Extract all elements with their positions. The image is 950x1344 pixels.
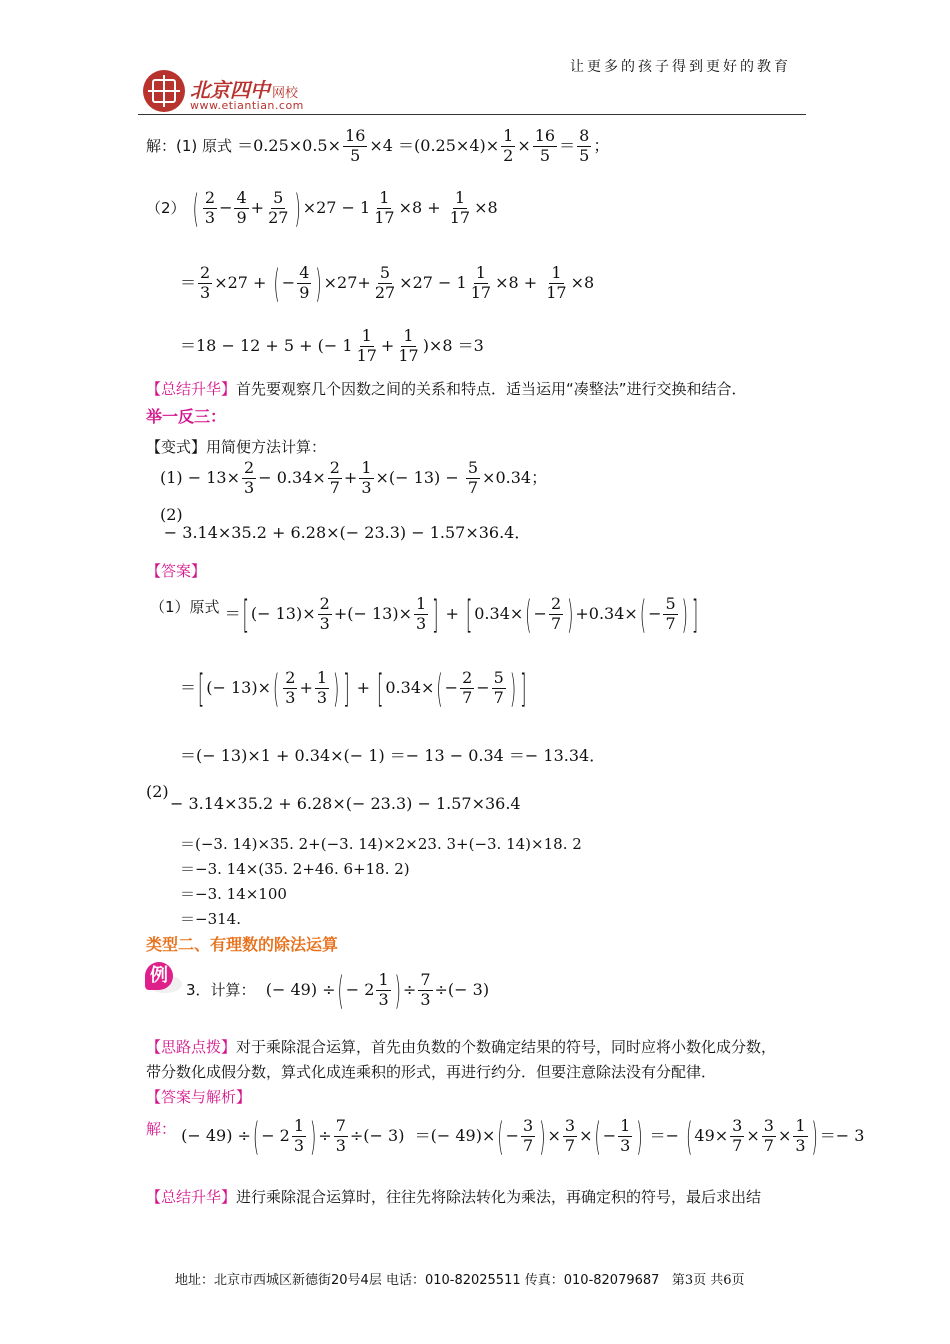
answer-part2-expr: − 3.14×35.2 + 6.28×(− 23.3) − 1.57×36.4 xyxy=(170,794,521,813)
answer-step: ＝(−3. 14)×35. 2+(−3. 14)×2×23. 3+(−3. 14)×18. 2 xyxy=(180,835,582,853)
footer-address: 地址：北京市西城区新德街20号4层 电话：010-82025511 传真：010-82079687 xyxy=(175,1273,660,1288)
logo-text: 北京四中 网校 xyxy=(190,78,299,102)
answer-part1-line2: ＝ [ (− 13)× ( $\frac{2}{3}$ + $\frac{1}{3}$ ) ] + [ 0.34× ( − $\frac{2}{7}$ − $\frac{5}{7}$ ) ] xyxy=(180,665,527,712)
section-heading: 类型二、有理数的除法运算 xyxy=(146,935,339,954)
hint-line2: 带分数化成假分数，算式化成连乘积的形式，再进行约分．但要注意除法没有分配律． xyxy=(146,1063,717,1081)
logo-icon xyxy=(143,70,185,112)
summary-1: 【总结升华】首先要观察几个因数之间的关系和特点．适当运用“凑整法”进行交换和结合． xyxy=(146,380,747,398)
variant-part1: (1) − 13× $\frac{2}{3}$ − 0.34× $\frac{2}{7}$ + $\frac{1}{3}$ ×(− 13) − $\frac{5}{7}$ ×0.34； xyxy=(160,458,548,497)
analysis-tag: 【答案与解析】 xyxy=(146,1088,252,1106)
answer-part1-line3: ＝(− 13)×1 + 0.34×(− 1) ＝− 13 − 0.34 ＝− 13.34． xyxy=(180,746,606,765)
page-number: 第3页 共6页 xyxy=(671,1273,745,1288)
answer-step: ＝−3. 14×100 xyxy=(180,885,287,903)
footer xyxy=(175,1269,745,1288)
juyi-heading: 举一反三： xyxy=(146,407,227,426)
example-badge-icon: 例 xyxy=(145,962,173,990)
header-divider xyxy=(138,114,806,115)
answer-step: ＝−3. 14×(35. 2+46. 6+18. 2) xyxy=(180,860,410,878)
solution-part2-line2: ＝ $\frac{2}{3}$ ×27 + ( − $\frac{4}{9}$ ) ×27+ $\frac{5}{27}$ ×27 − 1 $\frac{1}{17}$ ×8 + $\frac{1}{17}$ ×8 xyxy=(180,260,595,307)
answer-part2-steps xyxy=(180,832,582,932)
answer-tag: 【答案】 xyxy=(146,562,207,580)
answer-part1-line1: （1）原式 ＝ [ (− 13)× $\frac{2}{3}$ +(− 13)× $\frac{1}{3}$ ] + [ 0.34× ( − $\frac{2}{7}$ ) +0.34× ( − $\frac{5}{7}$ ) ] xyxy=(150,591,699,638)
variant-part2: (2) − 3.14×35.2 + 6.28×(− 23.3) − 1.57×36.4． xyxy=(160,505,531,542)
solution-part1: 解：(1) 原式 ＝0.25×0.5× $\frac{16}{5}$ ×4 ＝(0.25×4)× $\frac{1}{2}$ × $\frac{16}{5}$ ＝ $\frac{8}{5}$ ； xyxy=(146,126,610,165)
solution-part2-line1: （2） ( $\frac{2}{3}$ − $\frac{4}{9}$ + $\frac{5}{27}$ ) ×27 − 1 $\frac{1}{17}$ ×8 + $\frac{1}{17}$ ×8 xyxy=(146,185,498,232)
header-slogan: 让更多的孩子得到更好的教育 xyxy=(570,59,791,75)
summary-2: 【总结升华】进行乘除混合运算时，往往先将除法转化为乘法，再确定积的符号，最后求出结 xyxy=(146,1188,762,1206)
example3-problem: 3．计算： (− 49) ÷ ( − 2 $\frac{1}{3}$ ) ÷ $\frac{7}{3}$ ÷(− 3) xyxy=(186,967,490,1014)
variant-prompt: 【变式】用简便方法计算： xyxy=(146,438,327,456)
solution-part2-line3: ＝18 − 12 + 5 + (− 1 $\frac{1}{17}$ + $\frac{1}{17}$ )×8 ＝3 xyxy=(180,326,484,365)
answer-step: ＝−314. xyxy=(180,910,241,928)
hint-line1: 【思路点拨】对于乘除混合运算，首先由负数的个数确定结果的符号，同时应将小数化成分数， xyxy=(146,1038,777,1056)
logo-url: www.etiantian.com xyxy=(190,99,304,112)
answer-part2-label: (2) xyxy=(146,782,169,801)
analysis-solution: 解： (− 49) ÷ ( − 2 $\frac{1}{3}$ ) ÷ $\frac{7}{3}$ ÷(− 3) ＝(− 49)× ( − $\frac{3}{7}$ ) × $\frac{3}{7}$ × ( − $\frac{1}{3}$ ) ＝− ( 49× $\frac{3}{7}$ × $\frac{3}{7}$ × $\frac{1}{3}$ ) ＝− 3 xyxy=(146,1113,865,1160)
